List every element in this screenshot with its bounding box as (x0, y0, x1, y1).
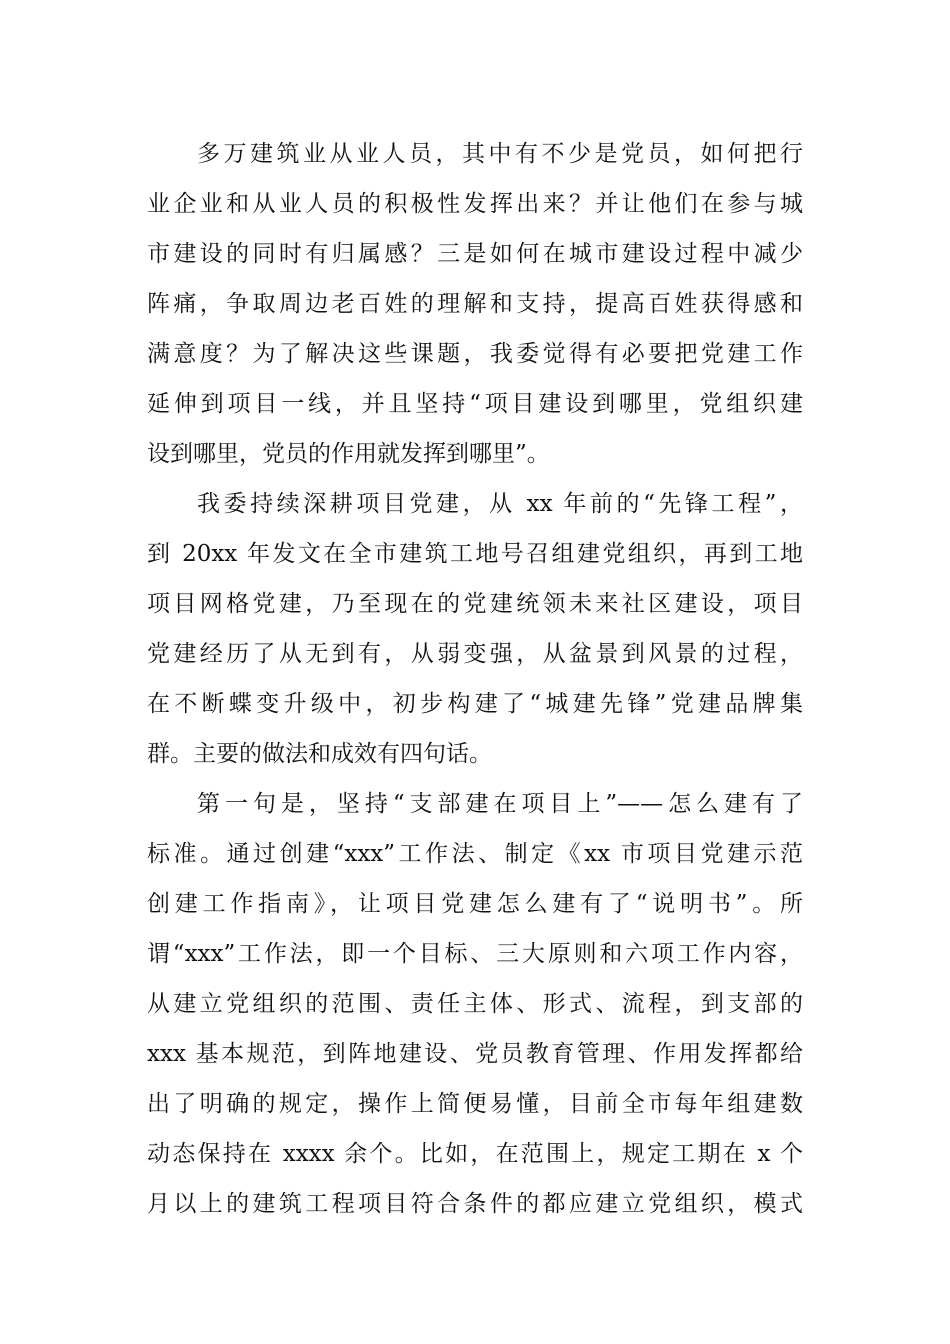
text-line: 到 20xx 年发文在全市建筑工地号召组建党组织，再到工地 (147, 541, 803, 567)
text-line: 项目网格党建，乃至现在的党建统领未来社区建设，项目 (147, 591, 803, 617)
text-line: 标准。通过创建“xxx”工作法、制定《xx 市项目党建示范 (147, 841, 803, 867)
text-line: 从建立党组织的范围、责任主体、形式、流程，到支部的 (147, 991, 803, 1017)
text-line: 阵痛，争取周边老百姓的理解和支持，提高百姓获得感和 (147, 291, 803, 317)
text-line: 设到哪里，党员的作用就发挥到哪里”。 (147, 441, 550, 467)
text-line: 动态保持在 xxxx 余个。比如，在范围上，规定工期在 x 个 (147, 1141, 803, 1167)
text-line: 业企业和从业人员的积极性发挥出来？并让他们在参与城 (147, 191, 803, 217)
text-line: 党建经历了从无到有，从弱变强，从盆景到风景的过程， (147, 641, 803, 667)
text-line: 在不断蝶变升级中，初步构建了“城建先锋”党建品牌集 (147, 691, 803, 717)
text-line: 创建工作指南》，让项目党建怎么建有了“说明书”。所 (147, 891, 803, 917)
text-line: 谓“xxx”工作法，即一个目标、三大原则和六项工作内容， (147, 941, 803, 967)
text-line: 第一句是，坚持“支部建在项目上”——怎么建有了 (197, 791, 803, 817)
text-line: 出了明确的规定，操作上简便易懂，目前全市每年组建数 (147, 1091, 803, 1117)
text-line: xxx 基本规范，到阵地建设、党员教育管理、作用发挥都给 (147, 1041, 803, 1067)
text-line: 多万建筑业从业人员，其中有不少是党员，如何把行 (197, 141, 803, 167)
text-line: 我委持续深耕项目党建，从 xx 年前的“先锋工程”， (197, 491, 803, 517)
text-line: 月以上的建筑工程项目符合条件的都应建立党组织，模式 (147, 1191, 803, 1217)
text-line: 满意度？为了解决这些课题，我委觉得有必要把党建工作 (147, 341, 803, 367)
text-line: 群。主要的做法和成效有四句话。 (147, 741, 492, 767)
text-line: 延伸到项目一线，并且坚持“项目建设到哪里，党组织建 (147, 391, 803, 417)
text-line: 市建设的同时有归属感？三是如何在城市建设过程中减少 (147, 241, 803, 267)
